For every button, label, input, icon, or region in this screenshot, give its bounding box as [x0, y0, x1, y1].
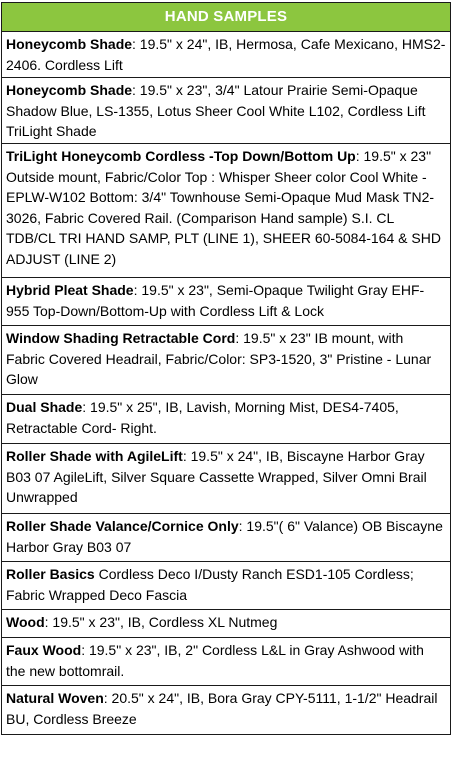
product-name: Honeycomb Shade — [6, 36, 133, 52]
product-description: : 19.5" x 23", 3/4" Latour Prairie Semi-Opaque Shadow Blue, LS-1355, Lotus Sheer Cool White L102, Cordless Lift TriLight Shade — [6, 82, 426, 139]
product-name: Window Shading Retractable Cord — [6, 330, 236, 346]
table-row — [2, 514, 450, 562]
product-name: Roller Shade Valance/Cornice Only — [6, 518, 239, 534]
table-row — [2, 638, 450, 686]
table-row — [2, 395, 450, 444]
product-name: Natural Woven — [6, 690, 104, 706]
product-name: TriLight Honeycomb Cordless -Top Down/Bottom Up — [6, 148, 356, 164]
product-description: : 19.5" x 23" Outside mount, Fabric/Color Top : Whisper Sheer color Cool White - EPLW-W102 Bottom: 3/4" Townhouse Semi-Opaque Mud Mask TN2-3026, Fabric Covered Rail. (Comparison Hand sample) S.I. CL TDB/CL TRI HAND SAMP, PLT (LINE 1), SHEER 60-5084-164 & SHD ADJUST (LINE 2) — [6, 148, 441, 267]
product-description: : 19.5" x 23" IB mount, with Fabric Covered Headrail, Fabric/Color: SP3-1520, 3" Pristine - Lunar Glow — [6, 330, 432, 387]
hand-samples-table — [1, 2, 451, 735]
product-name: Roller Shade with AgileLift — [6, 448, 183, 464]
table-row — [2, 326, 450, 395]
product-description: : 19.5" x 23", Semi-Opaque Twilight Gray EHF-955 Top-Down/Bottom-Up with Cordless Lift & Lock — [6, 282, 425, 319]
table-row — [2, 562, 450, 610]
product-description: Cordless Deco I/Dusty Ranch ESD1-105 Cordless; Fabric Wrapped Deco Fascia — [6, 566, 414, 603]
product-description: : 19.5" x 25", IB, Lavish, Morning Mist, DES4-7405, Retractable Cord- Right. — [6, 399, 399, 436]
table-row — [2, 686, 450, 734]
product-description: : 19.5" x 23", IB, Cordless XL Nutmeg — [44, 614, 278, 630]
product-description: : 19.5"( 6" Valance) OB Biscayne Harbor Gray B03 07 — [6, 518, 443, 555]
table-row — [2, 32, 450, 78]
product-name: Wood — [6, 614, 45, 630]
product-name: Faux Wood — [6, 642, 82, 658]
table-row — [2, 278, 450, 326]
product-name: Hybrid Pleat Shade — [6, 282, 134, 298]
table-row — [2, 144, 450, 278]
product-description: : 19.5" x 24", IB, Biscayne Harbor Gray B03 07 AgileLift, Silver Square Cassette Wrapped, Silver Omni Brail Unwrapped — [6, 448, 427, 505]
product-description: : 19.5" x 24", IB, Hermosa, Cafe Mexicano, HMS2-2406. Cordless Lift — [6, 36, 446, 73]
product-name: Roller Basics — [6, 566, 95, 582]
product-description: : 20.5" x 24", IB, Bora Gray CPY-5111, 1-1/2" Headrail BU, Cordless Breeze — [6, 690, 438, 727]
table-row — [2, 78, 450, 144]
product-name: Honeycomb Shade — [6, 82, 133, 98]
product-name: Dual Shade — [6, 399, 83, 415]
table-row — [2, 610, 450, 638]
table-row — [2, 444, 450, 514]
table-header: HAND SAMPLES — [2, 3, 450, 32]
product-description: : 19.5" x 23", IB, 2" Cordless L&L in Gray Ashwood with the new bottomrail. — [6, 642, 424, 679]
